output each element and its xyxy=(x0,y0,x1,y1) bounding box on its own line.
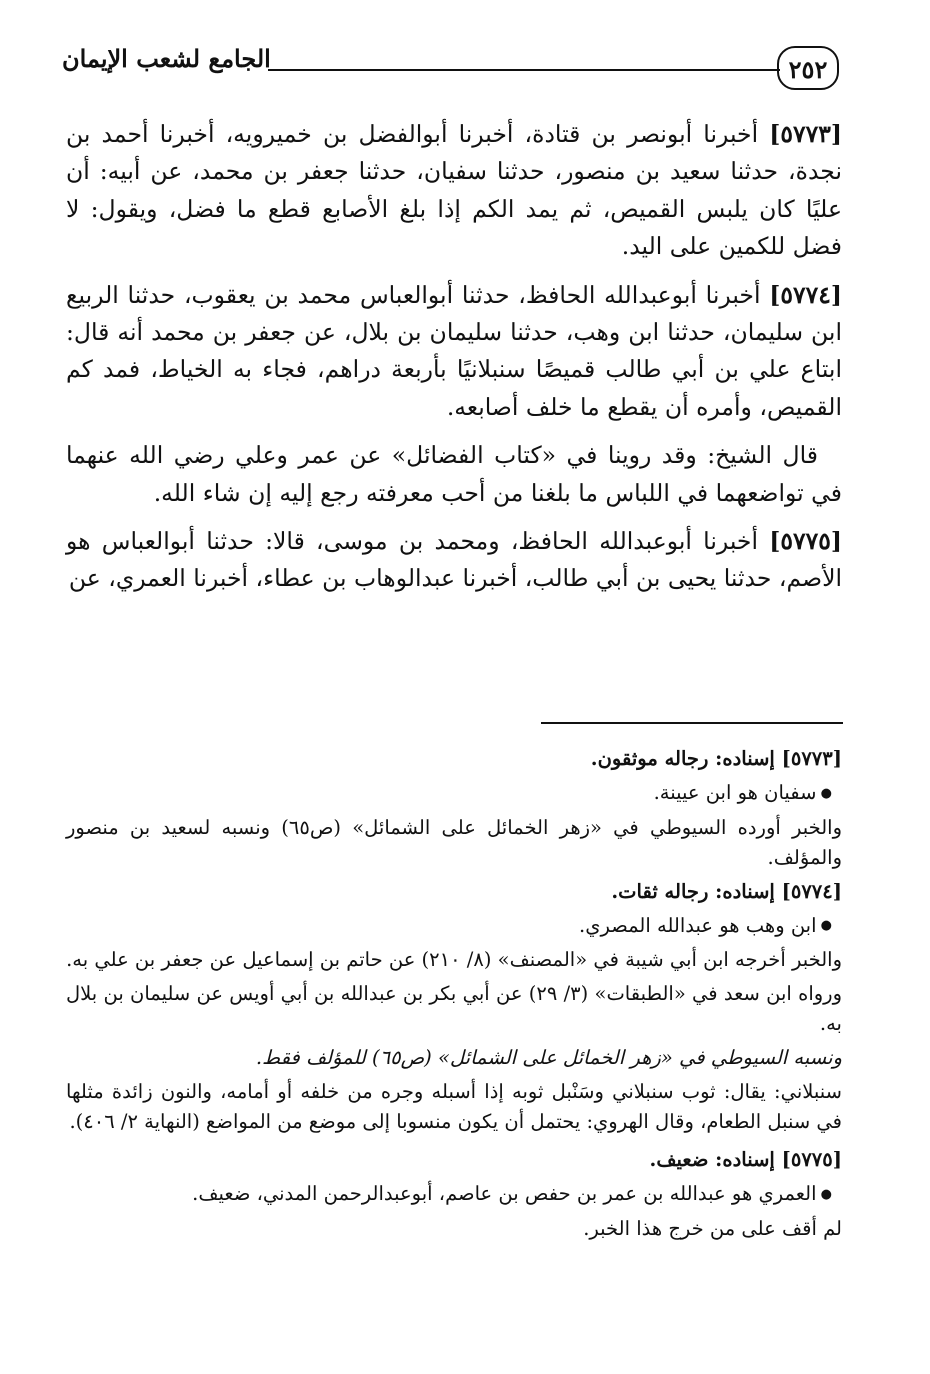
footnote-heading: [٥٧٧٣] إسناده: رجاله موثقون. xyxy=(590,747,842,770)
footnote-bullet: ● العمري هو عبدالله بن عمر بن حفص بن عاصم، أبوعبدالرحمن المدني، ضعيف. xyxy=(66,1179,842,1210)
footnote-heading: [٥٧٧٤] إسناده: رجاله ثقات. xyxy=(611,879,842,903)
footnote-line: ونسبه السيوطي في «زهر الخمائل على الشمائل» (ص٦٥) للمؤلف فقط. xyxy=(255,1046,842,1069)
header-rule xyxy=(268,69,780,71)
hadith-number: [٥٧٧٥] xyxy=(769,527,842,556)
footnote-bullet: ● سفيان هو ابن عيينة. xyxy=(66,778,842,809)
hadith-5774 xyxy=(66,277,842,427)
hadith-text: أخبرنا أبونصر بن قتادة، أخبرنا أبوالفضل بن خميرويه، أخبرنا أحمد بن نجدة، حدثنا سعيد بن منصور، حدثنا سفيان، حدثنا جعفر بن محمد، عن أبيه: أن عليًا كان يلبس القميص، ثم يمد الكم إذا بلغ الأصابع قطع ما فضل، ويقول: لا فضل للكمين على اليد. xyxy=(66,120,842,261)
footnote-line: ورواه ابن سعد في «الطبقات» (٣/ ٢٩) عن أبي بكر بن عبدالله بن أبي أويس عن سليمان بن بلال به. xyxy=(66,982,842,1035)
footnote-line: والخبر أورده السيوطي في «زهر الخمائل على الشمائل» (ص٦٥) ونسبه لسعيد بن منصور والمؤلف. xyxy=(66,815,842,869)
footnote-line: سنبلاني: يقال: ثوب سنبلاني وسَنْبل ثوبه إذا أسبله وجره من خلفه أو أمامه، والنون زائدة مثلها في سنبل الطعام، وقال الهروي: يحتمل أن يكون منسوبا إلى موضع من المواضع (النهاية ٢/ ٤٠٦). xyxy=(66,1080,842,1133)
footnote-separator xyxy=(541,722,843,724)
hadith-text: أخبرنا أبوعبدالله الحافظ، ومحمد بن موسى، قالا: حدثنا أبوالعباس هو الأصم، حدثنا يحيى بن أبي طالب، أخبرنا عبدالوهاب بن عطاء، أخبرنا العمري، عن xyxy=(66,527,842,593)
hadith-number: [٥٧٧٣] xyxy=(769,120,842,148)
footnote-line: لم أقف على من خرج هذا الخبر. xyxy=(583,1216,842,1240)
hadith-text: أخبرنا أبوعبدالله الحافظ، حدثنا أبوالعباس محمد بن يعقوب، حدثنا الربيع ابن سليمان، حدثنا ابن وهب، حدثنا سليمان بن بلال، عن جعفر بن محمد أنه قال: ابتاع علي بن أبي طالب قميصًا سنبلانيًا بأربعة دراهم، فجاء به الخياط، فمد كم القميص، وأمره أن يقطع ما خلف أصابعه. xyxy=(66,280,842,421)
footnote-line: والخبر أخرجه ابن أبي شيبة في «المصنف» (٨/ ٢١٠) عن حاتم بن إسماعيل عن جعفر بن علي به. xyxy=(66,948,842,971)
main-text xyxy=(66,116,842,609)
page-number: ٢٥٢ xyxy=(777,46,839,90)
footnotes xyxy=(66,744,842,1248)
footnote-heading: [٥٧٧٥] إسناده: ضعيف. xyxy=(649,1148,842,1171)
hadith-number: [٥٧٧٤] xyxy=(769,280,842,309)
sheikh-comment: قال الشيخ: وقد روينا في «كتاب الفضائل» عن عمر وعلي رضي الله عنهما في تواضعهما في اللباس ما بلغنا من أحب معرفته رجع إليه إن شاء الله. xyxy=(66,441,842,507)
hadith-5773 xyxy=(66,116,842,266)
hadith-5775 xyxy=(66,523,842,598)
footnote-bullet: ● ابن وهب هو عبدالله المصري. xyxy=(66,911,842,942)
running-title: الجامع لشعب الإيمان xyxy=(62,44,271,73)
